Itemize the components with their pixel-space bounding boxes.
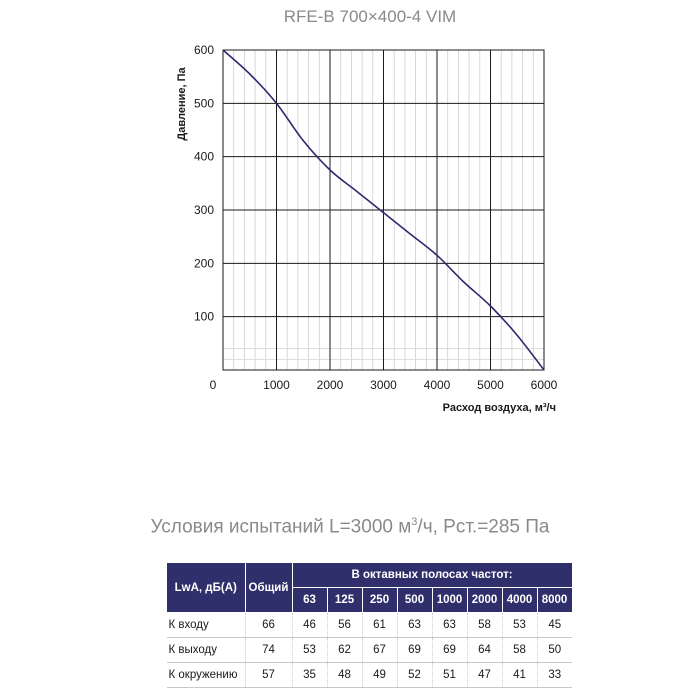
band-value: 49 — [362, 663, 397, 688]
row-total: 66 — [245, 613, 292, 638]
band-value: 58 — [502, 638, 537, 663]
band-value: 64 — [467, 638, 502, 663]
band-header: 2000 — [467, 588, 502, 613]
tick-labels — [194, 43, 558, 392]
row-label: К входу — [167, 613, 246, 638]
x-axis-label: Расход воздуха, м³/ч — [442, 402, 556, 414]
table-row — [167, 638, 573, 663]
band-header: 8000 — [537, 588, 572, 613]
band-value: 56 — [327, 613, 362, 638]
band-value: 63 — [397, 613, 432, 638]
x-tick-label: 0 — [209, 378, 217, 392]
band-header: 125 — [327, 588, 362, 613]
x-tick-label: 5000 — [477, 378, 504, 392]
band-header: 63 — [292, 588, 327, 613]
test-conditions — [0, 516, 700, 538]
y-tick-label: 400 — [193, 149, 214, 164]
band-value: 69 — [397, 638, 432, 663]
x-tick-label: 2000 — [316, 378, 344, 392]
band-value: 53 — [502, 613, 537, 638]
band-value: 45 — [537, 613, 572, 638]
band-value: 69 — [432, 638, 467, 663]
conditions-prefix: Условия испытаний L=3000 м — [150, 516, 412, 538]
band-value: 52 — [397, 663, 432, 688]
band-value: 58 — [467, 613, 502, 638]
conditions-suffix: /ч, Pст.=285 Па — [417, 516, 550, 538]
y-tick-label: 500 — [193, 96, 214, 111]
band-header: 500 — [397, 588, 432, 613]
y-tick-label: 600 — [193, 43, 214, 57]
band-value: 35 — [292, 663, 327, 688]
band-value: 62 — [327, 638, 362, 663]
noise-table — [166, 562, 573, 688]
band-value: 48 — [327, 663, 362, 688]
x-tick-label: 4000 — [423, 378, 451, 392]
row-label: К окружению — [167, 663, 246, 688]
row-total: 57 — [245, 663, 292, 688]
row-total: 74 — [245, 638, 292, 663]
y-tick-label: 100 — [193, 309, 214, 324]
col-total-header: Общий — [245, 563, 292, 613]
col-label-header: LwA, дБ(A) — [167, 563, 246, 613]
band-value: 53 — [292, 638, 327, 663]
band-value: 47 — [467, 663, 502, 688]
table-body — [167, 613, 573, 688]
band-value: 61 — [362, 613, 397, 638]
band-value: 67 — [362, 638, 397, 663]
table-row — [167, 663, 573, 688]
band-value: 63 — [432, 613, 467, 638]
chart-title: RFE-B 700×400-4 VIM — [283, 7, 457, 26]
band-value: 41 — [502, 663, 537, 688]
band-header: 4000 — [502, 588, 537, 613]
bands-header: В октавных полосах частот: — [292, 563, 572, 588]
conditions-sup: 3 — [411, 516, 418, 528]
band-value: 46 — [292, 613, 327, 638]
band-value: 33 — [537, 663, 572, 688]
table-row — [167, 613, 573, 638]
x-tick-label: 3000 — [370, 378, 397, 392]
band-value: 51 — [432, 663, 467, 688]
y-tick-label: 300 — [193, 203, 214, 217]
band-header: 1000 — [432, 588, 467, 613]
y-tick-label: 200 — [193, 256, 214, 271]
x-tick-label: 6000 — [530, 378, 558, 392]
band-value: 50 — [537, 638, 572, 663]
band-header: 250 — [362, 588, 397, 613]
row-label: К выходу — [167, 638, 246, 663]
x-tick-label: 1000 — [263, 378, 290, 392]
y-axis-label: Давление, Па — [176, 67, 188, 141]
